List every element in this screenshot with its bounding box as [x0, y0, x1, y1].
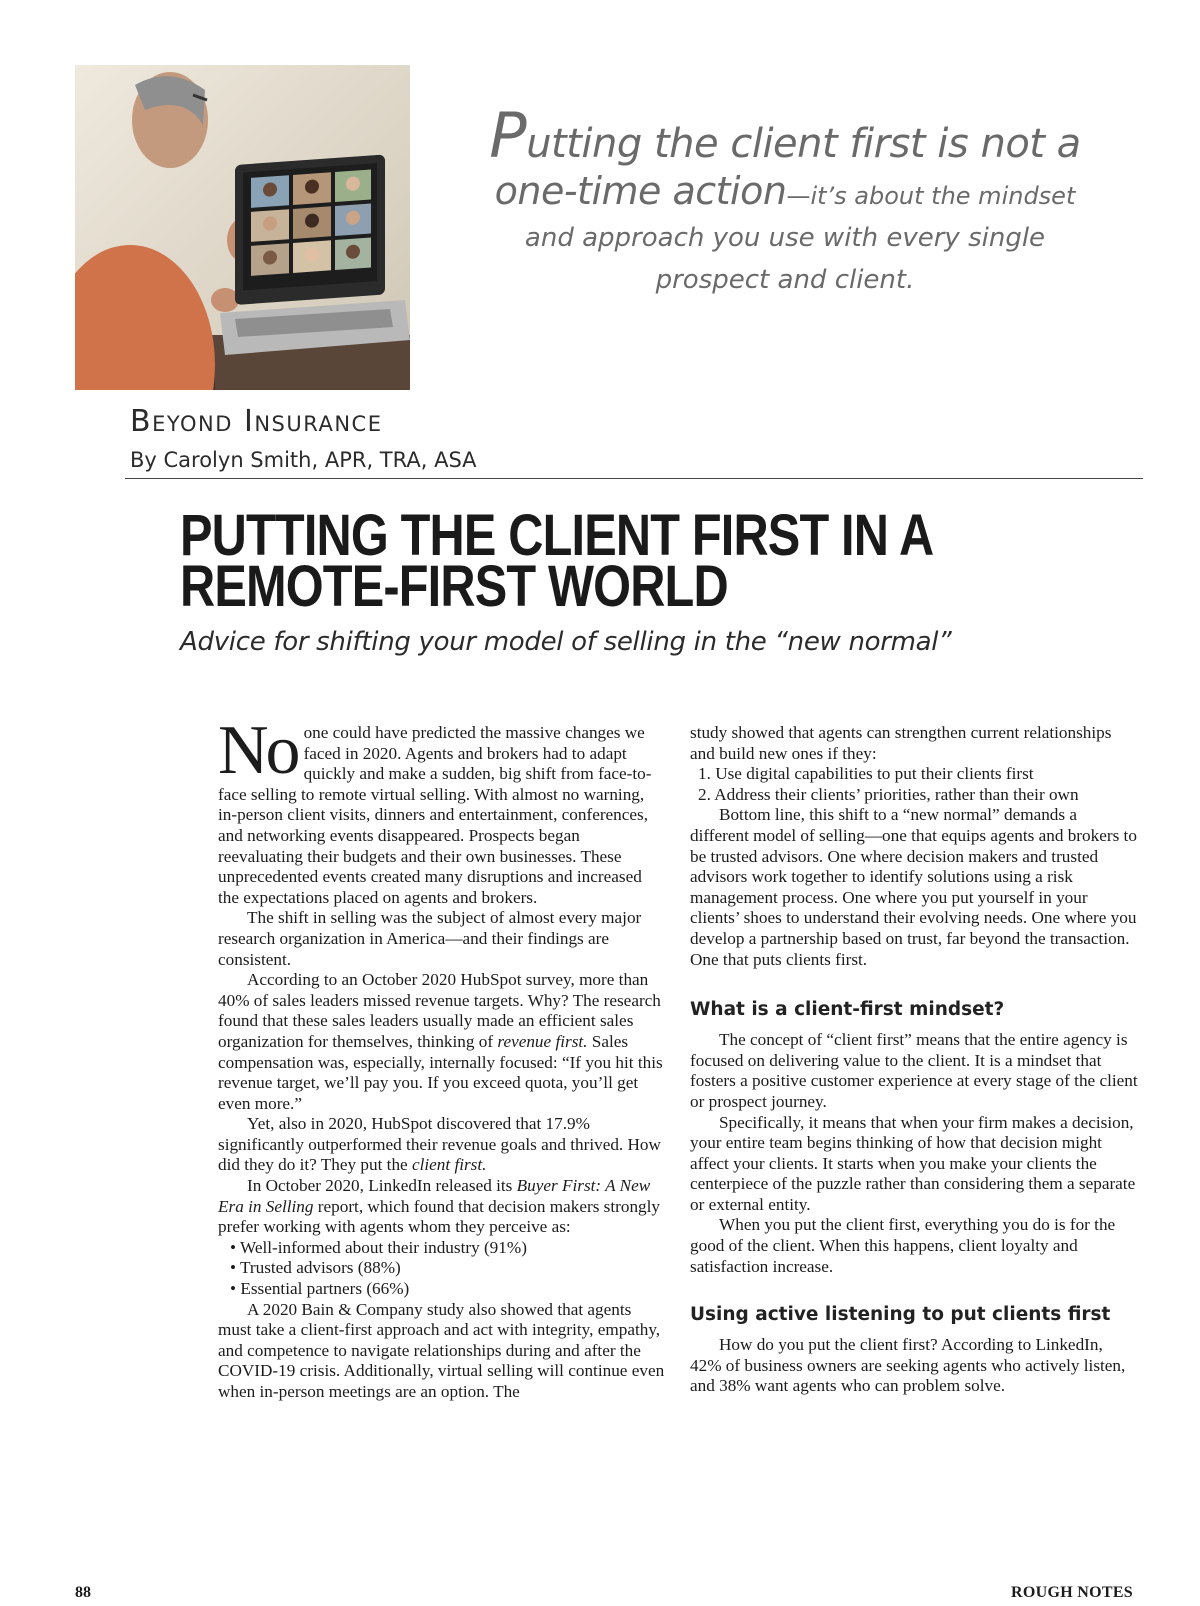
paragraph: Yet, also in 2020, HubSpot discovered that 17.9% significantly outperformed their revenue goals and thrived. How did they do it? They put the client first. [218, 1114, 661, 1175]
list-item: • Well-informed about their industry (91%) [230, 1237, 527, 1257]
list-item: 1. Use digital capabilities to put their clients first [698, 764, 1034, 784]
article-headline [180, 503, 936, 619]
list-item: 2. Address their clients’ priorities, rather than their own [698, 784, 1079, 804]
header-divider [125, 478, 1143, 479]
paragraph: No one could have predicted the massive changes we faced in 2020. Agents and brokers had to adapt quickly and make a sudden, big shift from face-to-face selling to remote virtual selling. With almost no warning, in-person client visits, dinners and entertainment, conferences, and networking events disappeared. Prospects began reevaluating their budgets and their own businesses. These unprecedented events created many disruptions and increased the expectations placed on agents and brokers. [218, 712, 652, 907]
paragraph: A 2020 Bain & Company study also showed that agents must take a client-first approach and act with integrity, empathy, and competence to navigate relationships during and after the COVID-19 crisis. Additionally, virtual selling will continue even when in-person meetings are an option. The [218, 1299, 665, 1401]
paragraph: When you put the client first, everything you do is for the good of the client. When this happens, client loyalty and satisfaction increase. [690, 1215, 1116, 1276]
section-heading: Using active listening to put clients first [690, 1304, 1111, 1326]
drop-cap: No [218, 712, 298, 789]
pull-quote-line-1 [455, 99, 1115, 172]
video-call-illustration [75, 65, 410, 390]
section-heading: What is a client-first mindset? [690, 999, 1005, 1021]
pull-quote-line-3: and approach you use with every single [524, 223, 1046, 253]
body-column-left [218, 712, 666, 1403]
headline-line-2: REMOTE-FIRST WORLD [180, 554, 728, 619]
pull-quote-initial: P [489, 99, 527, 172]
paragraph: In October 2020, LinkedIn released its Buyer First: A New Era in Selling report, which found that decision makers strongly prefer working with agents whom they perceive as: [218, 1176, 661, 1237]
section-label: Beyond Insurance [130, 404, 383, 439]
pull-quote-text-2: —it’s about the mindset [786, 182, 1076, 210]
paragraph: Specifically, it means that when your firm makes a decision, your entire team begins thinking of how that decision might affect your clients. It starts when you make your clients the centerpiece of the puzzle rather than considering them a separate or external entity. [690, 1112, 1136, 1214]
publication-name: ROUGH NOTES [1011, 1584, 1133, 1601]
paragraph: According to an October 2020 HubSpot survey, more than 40% of sales leaders missed revenue targets. Why? The research found that these sales leaders usually made an efficient sales organization for themselves, thinking of revenue first. Sales compensation was, especially, internally focused: “If you hit this revenue target, we’ll pay you. If you exceed quota, you’ll get even more.” [218, 970, 663, 1113]
headline-line-1: PUTTING THE CLIENT FIRST IN A [180, 503, 934, 568]
list-item: • Essential partners (66%) [230, 1279, 410, 1299]
pull-quote-line-4: prospect and client. [655, 265, 915, 295]
bullet-list [218, 1238, 666, 1300]
paragraph: The shift in selling was the subject of almost every major research organization in America—and their findings are consistent. [218, 908, 642, 969]
article-subhead: Advice for shifting your model of selling in the “new normal” [180, 627, 952, 657]
paragraph: Bottom line, this shift to a “new normal” demands a different model of selling—one that equips agents and brokers to be trusted advisors. One where decision makers and trusted advisors work together to identify solutions using a risk management process. One where you put yourself in your clients’ shoes to understand their evolving needs. One where you develop a partnership based on trust, far beyond the transaction. One that puts clients first. [690, 805, 1137, 969]
byline: By Carolyn Smith, APR, TRA, ASA [130, 448, 477, 472]
list-item: • Trusted advisors (88%) [230, 1258, 401, 1278]
pull-quote-text-1: utting the client first is not a [526, 121, 1081, 167]
paragraph: How do you put the client first? According to LinkedIn, 42% of business owners are seeking agents who actively listen, and 38% want agents who can problem solve. [690, 1335, 1126, 1396]
page-number: 88 [75, 1584, 91, 1601]
numbered-list [690, 764, 1138, 805]
paragraph: study showed that agents can strengthen current relationships and build new ones if they: [690, 723, 1112, 763]
body-column-right [690, 723, 1138, 1397]
pull-quote-emphasis: one-time action [494, 169, 787, 213]
video-call-photo [75, 65, 410, 390]
paragraph: The concept of “client first” means that the entire agency is focused on delivering value to the client. It is a mindset that fosters a positive customer experience at every stage of the client or prospect journey. [690, 1030, 1138, 1111]
pull-quote [455, 99, 1115, 301]
pull-quote-line-2 [455, 170, 1115, 217]
